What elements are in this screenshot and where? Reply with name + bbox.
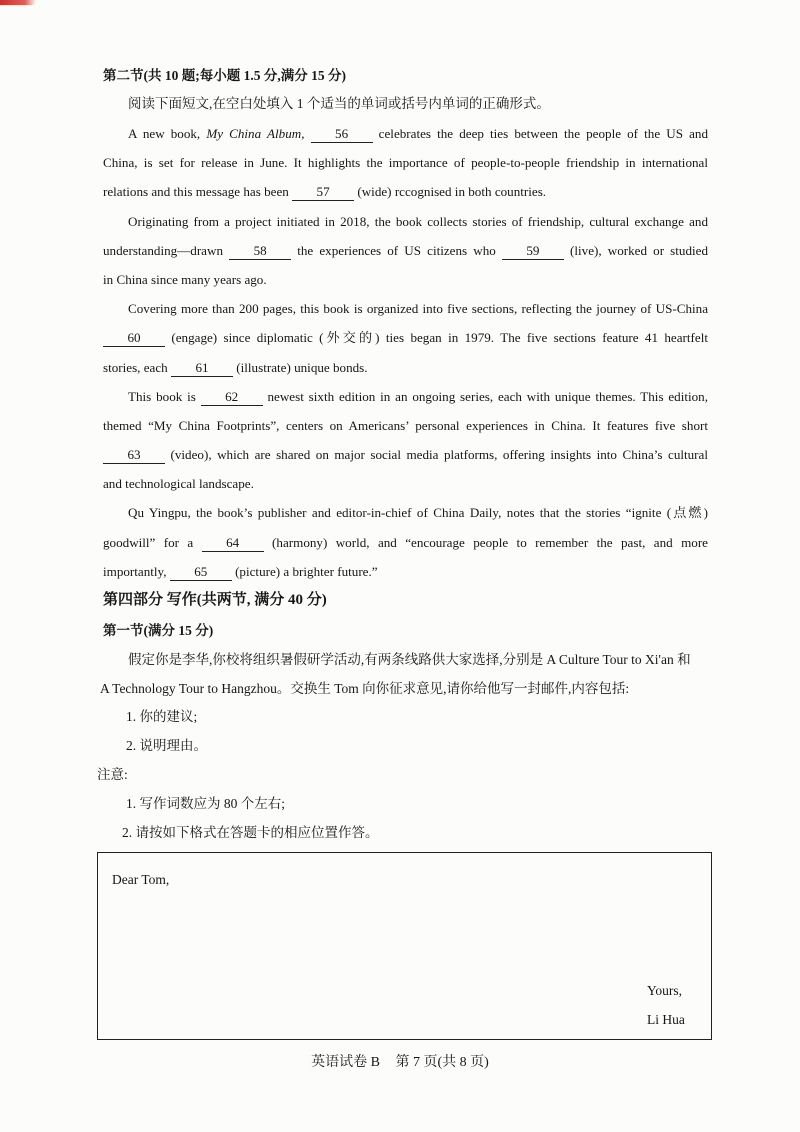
blank-57: 57 (292, 184, 354, 201)
footer-page-number: 第 7 页(共 8 页) (395, 1055, 489, 1070)
passage-line (103, 557, 708, 586)
passage-line (103, 119, 708, 148)
passage-text: goodwill” for a (103, 534, 202, 550)
content-item: 2. 说明理由。 (126, 738, 207, 753)
section-2-heading: 第二节(共 10 题;每小题 1.5 分,满分 15 分) (103, 68, 346, 83)
passage-text: relations and this message has been (103, 184, 293, 200)
passage-text: understanding—drawn (103, 242, 230, 258)
note-label: 注意: (97, 767, 128, 782)
writing-section-1-heading: 第一节(满分 15 分) (103, 623, 214, 638)
blank-60: 60 (103, 330, 165, 347)
passage-line (103, 177, 708, 206)
letter-greeting: Dear Tom, (112, 872, 170, 887)
passage-line (103, 148, 708, 177)
passage-text: This book is (128, 388, 201, 404)
task-line: A Technology Tour to Hangzhou。交换生 Tom 向你征求意见,请你给他写一封邮件,内容包括: (100, 681, 630, 696)
blank-62: 62 (201, 389, 263, 406)
passage-text: (video), which are shared on major social media platforms, offering insights into China’s cultural (165, 447, 708, 463)
passage-text: the experiences of US citizens who (291, 242, 502, 258)
blank-65: 65 (170, 564, 232, 581)
blank-59: 59 (502, 243, 564, 260)
letter-closing: Yours, (647, 983, 683, 998)
passage-text: importantly, (103, 563, 170, 579)
passage-text: celebrates the deep ties between the people of the US and (372, 126, 708, 141)
passage-text: (wide) rccognised in both countries. (354, 184, 547, 200)
passage-text: themed “My China Footprints”, centers on Americans’ personal experiences in China. It features five short (103, 417, 708, 433)
passage-line (103, 265, 708, 294)
page-footer (0, 1053, 800, 1073)
content-item: 1. 你的建议; (126, 709, 198, 724)
passage-text: Originating from a project initiated in 2018, the book collects stories of friendship, cultural exchange and (128, 213, 708, 229)
passage-text: (live), worked or studied (563, 242, 708, 258)
passage-line (103, 469, 708, 498)
passage-text: newest sixth edition in an ongoing series, each with unique themes. This edition, (262, 388, 709, 404)
passage-line (103, 207, 708, 236)
blank-61: 61 (171, 360, 233, 377)
part-4-heading: 第四部分 写作(共两节, 满分 40 分) (103, 592, 327, 608)
passage (103, 119, 708, 586)
passage-text: (engage) since diplomatic (外交的) ties began in 1979. The five sections feature 41 heartfelt (165, 330, 708, 346)
passage-text: and technological landscape. (103, 476, 254, 492)
passage-text: Qu Yingpu, the book’s publisher and editor-in-chief of China Daily, notes that the stories “ignite (点燃) (128, 505, 708, 521)
passage-line (103, 411, 708, 440)
note-item: 1. 写作词数应为 80 个左右; (126, 796, 286, 811)
blank-63: 63 (103, 447, 165, 464)
task-line: 假定你是李华,你校将组织暑假研学活动,有两条线路供大家选择,分别是 A Culture Tour to Xi'an 和 (128, 652, 691, 667)
scan-mark (0, 0, 36, 5)
passage-line (103, 382, 708, 411)
passage-line (103, 440, 708, 469)
passage-line (103, 498, 708, 527)
passage-text: (illustrate) unique bonds. (233, 359, 368, 375)
passage-text: in China since many years ago. (103, 271, 267, 287)
passage-text: China, is set for release in June. It highlights the importance of people-to-people friendship in international (103, 155, 708, 171)
blank-64: 64 (202, 535, 264, 552)
footer-paper-label: 英语试卷 B (311, 1055, 380, 1070)
passage-text: Covering more than 200 pages, this book is organized into five sections, reflecting the journey of US-China (128, 301, 708, 317)
passage-text: A new book, (128, 126, 207, 141)
passage-text: (picture) a brighter future.” (231, 563, 378, 579)
blank-58: 58 (229, 243, 291, 260)
passage-line (103, 294, 708, 323)
passage-line (103, 236, 708, 265)
passage-text: stories, each (103, 359, 171, 375)
passage-line (103, 353, 708, 382)
passage-line (103, 323, 708, 352)
passage-text: , (301, 126, 311, 141)
passage-line (103, 528, 708, 557)
note-item: 2. 请按如下格式在答题卡的相应位置作答。 (122, 825, 379, 840)
passage-text: (harmony) world, and “encourage people to remember the past, and more (263, 534, 708, 550)
book-title: My China Album (206, 126, 302, 141)
blank-56: 56 (311, 126, 373, 143)
answer-format-box (97, 852, 712, 1040)
letter-signature: Li Hua (647, 1012, 685, 1027)
section-2-instruction: 阅读下面短文,在空白处填入 1 个适当的单词或括号内单词的正确形式。 (128, 96, 550, 111)
